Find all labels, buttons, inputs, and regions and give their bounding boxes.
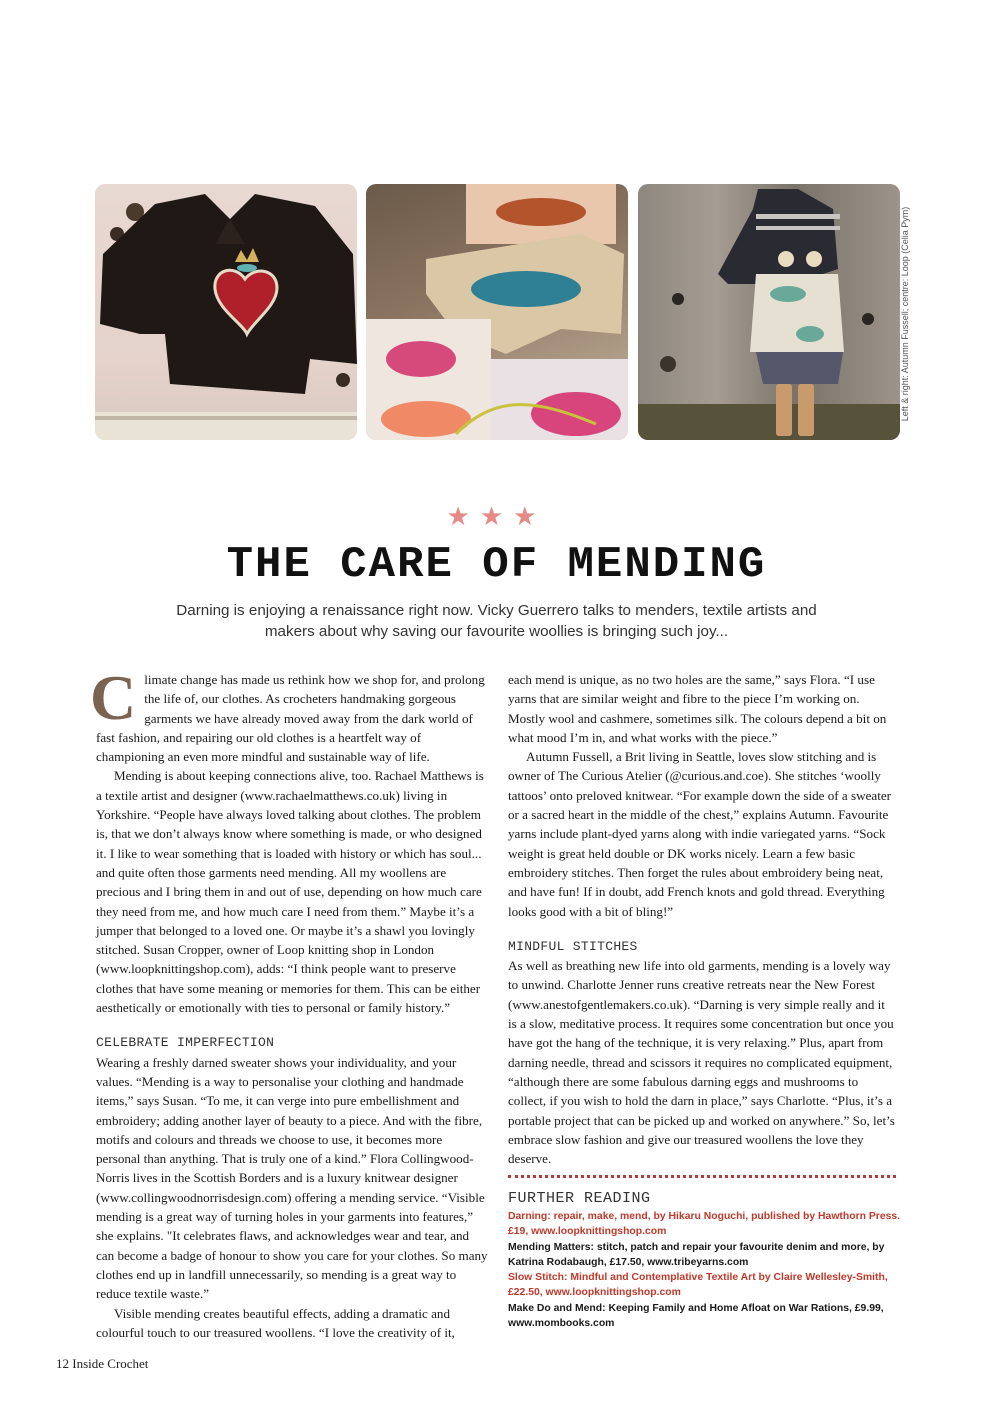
reading-item: Slow Stitch: Mindful and Contemplative Textile Art by Claire Wellesley-Smith, £22.50, www.loopknittingshop.com: [508, 1272, 888, 1299]
subhead-mindful-stitches: MINDFUL STITCHES: [508, 938, 638, 954]
further-reading-heading: FURTHER READING: [508, 1190, 651, 1207]
paragraph: Mending is about keeping connections alive, too. Rachael Matthews is a textile artist and designer (www.rachaelmatthews.co.uk) living in Yorkshire. “People have always loved talking about clothes. The problem is, that we don’t always know where something is made, or who designed it. I like to wear something that is loaded with history or which has soul... and quite often those garments need mending. All my woollens are precious and I bring them in and out of use, depending on how much care they need from me, and how much care I need from them.” Maybe it’s a jumper that belonged to a loved one. Or maybe it’s a shawl you lovingly stitched. Susan Cropper, owner of Loop knitting shop in London (www.loopknittingshop.com), adds: “I think people want to preserve clothes that have some meaning or memories for them. This can be either aesthetically or emotionally with ties to personal or family history.”: [96, 768, 484, 1016]
woman-illustration: [638, 184, 900, 440]
dotted-divider: [508, 1175, 896, 1178]
page-number: 12: [56, 1356, 69, 1371]
reading-item: Make Do and Mend: Keeping Family and Home Afloat on War Rations, £9.99, www.mombooks.com: [508, 1302, 884, 1330]
article-column-left: [90, 662, 488, 1342]
photo-credit-text: Left & right: Autumn Fussell; centre: Loop (Celia Pym): [900, 206, 910, 422]
reading-item: Mending Matters: stitch, patch and repair your favourite denim and more, by Katrina Rodabaugh, £17.50, www.tribeyarns.com: [508, 1241, 885, 1268]
sweater-illustration: [95, 184, 357, 440]
further-reading-box: [508, 1190, 908, 1331]
photo-woman-mended-clothes: [638, 184, 900, 440]
paragraph-intro-text: limate change has made us rethink how we shop for, and prolong the life of, our clothes. As crocheters handmaking gorgeous garments we have already moved away from the dark world of fast fashion, and repairing our old clothes is a heartfelt way of championing an even more mindful and sustainable way of life.: [96, 672, 485, 765]
dropcap: C: [90, 662, 137, 733]
article-standfirst: Darning is enjoying a renaissance right now. Vicky Guerrero talks to menders, textile artists and makers about why saving our favourite woollies is bringing such joy...: [176, 602, 817, 640]
photo-sweater-sacred-heart: [95, 184, 357, 440]
magazine-name: Inside Crochet: [72, 1356, 149, 1371]
paragraph: As well as breathing new life into old garments, mending is a lovely way to unwind. Charlotte Jenner runs creative retreats near the New Forest (www.anestofgentlemakers.co.uk). “Darning is very simple really and it is a slow, meditative process. It requires some concentration but once you have got the hang of the technique, it is very relaxing.” Plus, apart from darning needle, thread and scissors it requires no complicated equipment, “although there are some fabulous darning eggs and mushrooms to collect, if you wish to hold the darn in place,” says Charlotte. “Plus, it’s a portable project that can be picked up and worked on anywhere.” So, let’s embrace slow fashion and give our treasured woollens the love they deserve.: [508, 958, 895, 1167]
paragraph-intro: [90, 662, 488, 766]
photo-darned-swatches: [366, 184, 628, 440]
paragraph: Wearing a freshly darned sweater shows your individuality, and your values. “Mending is a way to personalise your clothing and handmade items,” says Susan. “To me, it can verge into pure embellishment and embroidery; adding another layer of beauty to a piece. And with the fibre, motifs and colours and threads we choose to use, it becomes more personal than anything. That is truly one of a kind.” Flora Collingwood-Norris lives in the Scottish Borders and is a luxury knitwear designer (www.collingwoodnorrisdesign.com) offering a mending service. “Visible mending is a great way of turning holes in your garments into features,” she explains. "It celebrates flaws, and acknowledges wear and tear, and can become a badge of honour to show you care for your clothes. So many clothes end up in landfill unnecessarily, so mending is a great way to reduce textile waste.”: [96, 1054, 488, 1302]
swatches-illustration: [366, 184, 628, 440]
subhead-celebrate-imperfection: CELEBRATE IMPERFECTION: [96, 1035, 275, 1051]
photo-credit: [898, 186, 912, 442]
reading-item: Darning: repair, make, mend, by Hikaru Noguchi, published by Hawthorn Press. £19, www.loopknittingshop.com: [508, 1211, 901, 1238]
paragraph: Autumn Fussell, a Brit living in Seattle, loves slow stitching and is owner of The Curious Atelier (@curious.and.coe). She stitches ‘woolly tattoos’ onto preloved knitwear. “For example down the side of a sweater or a sacred heart in the middle of the chest,” explains Autumn. Favourite yarns include plant-dyed yarns along with indie variegated yarns. “Sock weight is great held double or DK works nicely. Learn a few basic embroidery stitches. Then forget the rules about embroidery being neat, and have fun! If in doubt, add French knots and gold thread. Everything looks good with a bit of bling!”: [508, 749, 891, 919]
paragraph: each mend is unique, as no two holes are the same,” says Flora. “I use yarns that are similar weight and fibre to the piece I’m working on. Mostly wool and cashmere, sometimes silk. The colours depend a bit on what mood I’m in, and what works with the piece.”: [508, 672, 887, 745]
paragraph: Visible mending creates beautiful effects, adding a dramatic and colourful touch to our treasured woollens. “I love the creativity of it,: [96, 1305, 455, 1340]
page-footer: [56, 1356, 148, 1372]
article-column-right: [508, 670, 896, 1168]
article-title: THE CARE OF MENDING: [226, 540, 767, 590]
decorative-stars-icon: ★★★: [446, 502, 547, 532]
